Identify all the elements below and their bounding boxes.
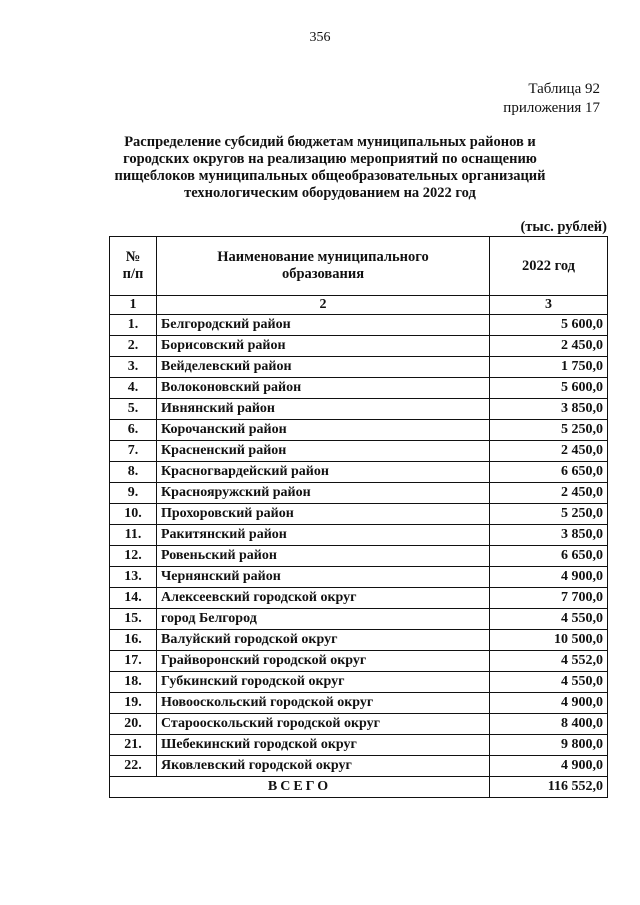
total-value: 116 552,0 [490,777,608,798]
row-index: 7. [110,441,157,462]
row-value: 4 550,0 [490,672,608,693]
row-index: 10. [110,504,157,525]
table-reference [503,80,600,118]
page-number: 356 [309,30,331,45]
table-row [110,483,608,504]
row-value: 2 450,0 [490,483,608,504]
table-ref-line2: приложения 17 [503,100,600,116]
row-value: 2 450,0 [490,441,608,462]
column-number: 2 [157,296,490,315]
row-name: Губкинский городской округ [157,672,490,693]
title-line2: городских округов на реализацию мероприятий по оснащению [123,151,537,167]
table-row [110,315,608,336]
row-name: Корочанский район [157,420,490,441]
table-row [110,357,608,378]
table-row [110,546,608,567]
table-row [110,504,608,525]
row-value: 7 700,0 [490,588,608,609]
row-index: 22. [110,756,157,777]
row-name: Вейделевский район [157,357,490,378]
row-name: Новооскольский городской округ [157,693,490,714]
title-line4: технологическим оборудованием на 2022 год [184,185,476,201]
row-value: 1 750,0 [490,357,608,378]
row-index: 21. [110,735,157,756]
row-index: 9. [110,483,157,504]
table-row [110,441,608,462]
row-value: 9 800,0 [490,735,608,756]
units-label: (тыс. рублей) [520,219,607,235]
row-index: 5. [110,399,157,420]
row-value: 4 900,0 [490,567,608,588]
row-index: 17. [110,651,157,672]
row-value: 3 850,0 [490,525,608,546]
row-value: 3 850,0 [490,399,608,420]
row-name: Старооскольский городской округ [157,714,490,735]
row-name: Прохоровский район [157,504,490,525]
row-value: 4 900,0 [490,693,608,714]
table-row [110,336,608,357]
total-label: ВСЕГО [110,777,490,798]
row-index: 3. [110,357,157,378]
row-index: 12. [110,546,157,567]
table-row [110,735,608,756]
table-row [110,714,608,735]
row-value: 5 250,0 [490,420,608,441]
row-index: 13. [110,567,157,588]
row-value: 6 650,0 [490,462,608,483]
table-ref-line1: Таблица 92 [528,81,600,97]
row-index: 1. [110,315,157,336]
row-value: 4 900,0 [490,756,608,777]
row-index: 19. [110,693,157,714]
row-name: Чернянский район [157,567,490,588]
row-name: Ивнянский район [157,399,490,420]
row-name: Яковлевский городской округ [157,756,490,777]
row-index: 18. [110,672,157,693]
row-name: Шебекинский городской округ [157,735,490,756]
column-number: 1 [110,296,157,315]
row-name: Волоконовский район [157,378,490,399]
row-name: Красненский район [157,441,490,462]
header-year: 2022 год [490,237,608,296]
row-value: 2 450,0 [490,336,608,357]
row-name: Ровеньский район [157,546,490,567]
row-value: 6 650,0 [490,546,608,567]
row-name: Белгородский район [157,315,490,336]
table-row [110,588,608,609]
row-value: 5 600,0 [490,315,608,336]
row-name: Алексеевский городской округ [157,588,490,609]
table-row [110,462,608,483]
row-value: 4 550,0 [490,609,608,630]
row-index: 15. [110,609,157,630]
row-name: Краснояружский район [157,483,490,504]
table-row [110,672,608,693]
row-name: Валуйский городской округ [157,630,490,651]
table-row [110,630,608,651]
row-index: 6. [110,420,157,441]
total-row [110,777,608,798]
row-index: 4. [110,378,157,399]
row-index: 2. [110,336,157,357]
table-row [110,420,608,441]
column-number-row [110,296,608,315]
table-row [110,378,608,399]
row-index: 14. [110,588,157,609]
document-title [100,134,560,202]
row-value: 4 552,0 [490,651,608,672]
table-header-row [110,237,608,296]
row-index: 8. [110,462,157,483]
table-row [110,525,608,546]
row-index: 20. [110,714,157,735]
table-row [110,693,608,714]
row-name: город Белгород [157,609,490,630]
table-row [110,651,608,672]
table-row [110,756,608,777]
header-name: Наименование муниципального образования [157,237,490,296]
row-index: 11. [110,525,157,546]
title-line1: Распределение субсидий бюджетам муниципальных районов и [124,134,536,150]
row-value: 8 400,0 [490,714,608,735]
subsidy-table [109,236,608,798]
row-value: 10 500,0 [490,630,608,651]
title-line3: пищеблоков муниципальных общеобразовательных организаций [114,168,546,184]
column-number: 3 [490,296,608,315]
row-name: Грайворонский городской округ [157,651,490,672]
row-index: 16. [110,630,157,651]
table-row [110,609,608,630]
table-row [110,567,608,588]
row-value: 5 600,0 [490,378,608,399]
header-number: № п/п [110,237,157,296]
row-name: Ракитянский район [157,525,490,546]
row-name: Борисовский район [157,336,490,357]
table-row [110,399,608,420]
row-name: Красногвардейский район [157,462,490,483]
row-value: 5 250,0 [490,504,608,525]
